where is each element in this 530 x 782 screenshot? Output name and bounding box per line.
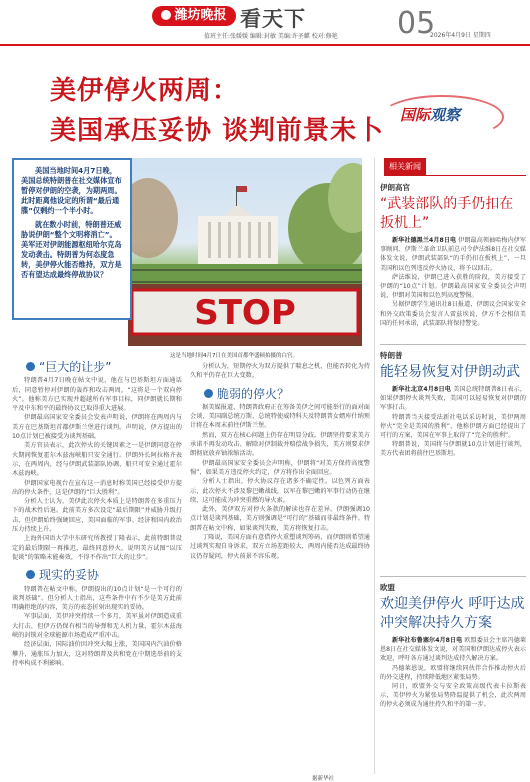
related-headline: 能轻易恢复对伊朗动武 xyxy=(380,364,520,380)
related-item xyxy=(380,182,526,328)
paragraph: 据美媒报道，特朗普政府正在筹备美伊之间可能举行的面对面会谈，美国副总统万斯、总统特使威特科夫及特朗普女婿库什纳预计将在本周末前往伊斯兰堡。 xyxy=(190,403,370,430)
related-kicker: 伊朗高官 xyxy=(380,183,410,192)
white-house-photo xyxy=(128,158,362,346)
paragraph: 分析人士认为，美伊此次停火本质上是特朗普在多重压力下的战术性后退。此前美方多次设定“最后期限”并威胁升级打击，但伊朗始终强硬回应，美国面临的军事、经济和国内政治压力持续上升。 xyxy=(12,498,182,534)
related-divider xyxy=(380,344,526,345)
paragraph: 军事层面，美伊冲突持续一个多月，美军虽对伊朗造成重大打击，但伊方仍保有相当的导弹和无人机力量，霍尔木兹海峡的封锁对全球能源市场造成严重冲击。 xyxy=(12,613,182,640)
section-title: 看天下 xyxy=(240,7,306,31)
paragraph: 分析认为，短期停火为双方提供了喘息之机，但能否转化为持久和平仍存在巨大变数。 xyxy=(190,363,370,380)
paragraph: 丁隆说，美国方面有意借停火重塑谈判筹码，而伊朗则希望通过谈判实现自身诉求，双方立场差距较大，两周内能否达成最终协议仍存疑问，停火前景不容乐观。 xyxy=(190,534,370,560)
headline-line-1: 美伊停火两周： xyxy=(50,76,240,106)
related-kicker: 特朗普 xyxy=(380,351,403,360)
photo-scene xyxy=(128,158,362,346)
news-source: 据新华社 xyxy=(312,776,335,782)
related-headline: 欢迎美伊停火 呼吁达成冲突解决持久方案 xyxy=(380,596,525,631)
lead-summary-box xyxy=(12,158,132,320)
section-heading: 现实的妥协 xyxy=(26,570,182,580)
related-divider xyxy=(380,576,526,577)
paragraph: 特朗普4月7日晚在帖文中说，他在与巴基斯坦方面通话后，同意暂停对伊朗的轰炸和攻击两周，“这将是一个双向停火”。他称美方已实现并超越所有军事目标，同伊朗就长期和平及中东和平的最终协议已取得重大进展。 xyxy=(12,377,182,413)
section-heading: 脆弱的停火？ xyxy=(204,389,370,399)
article-column-middle xyxy=(190,362,370,561)
column-brand: 国际观察 xyxy=(400,106,461,124)
paragraph: 分析人士指出，停火协议存在诸多不确定性。以色列方面表示，此次停火不涉及黎巴嫩战线，以军在黎巴嫩的军事行动仍在继续，这可能成为冲突重燃的导火索。 xyxy=(190,478,370,504)
related-item xyxy=(380,350,526,459)
related-kicker: 欧盟 xyxy=(380,583,395,592)
lead-paragraph: 美国当地时间4月7日晚，美国总统特朗普在社交媒体宣布暂停对伊朗的空袭，为期两周。此时距离他设定的所谓“最后通牒”仅剩约一个半小时。 xyxy=(21,166,122,215)
related-news-rule xyxy=(426,175,526,176)
paragraph: 此外，美伊双方对停火条款的解读也存在差异。伊朗强调10点计划是谈判基础，美方则强调是“可行的”基础而非最终条件。特朗普在帖文中称，如果谈判失败，美方将恢复打击。 xyxy=(190,506,370,532)
section-heading: “巨大的让步” xyxy=(26,362,182,372)
paragraph: 美方官员表示，此次停火的关键因素之一是伊朗同意在停火期间恢复霍尔木兹海峡船只安全通行。伊朗外长阿拉格齐表示，在两周内，经与伊朗武装部队协调，船只可安全通过霍尔木兹海峡。 xyxy=(12,442,182,478)
related-body: 新华社德黑兰4月8日电 伊朗最高领袖哈梅内伊军事顾问、伊斯兰革命卫队前总司令萨法维8日在社交媒体发文说，伊朗武装部队“的手仍扣在扳机上”，一旦美国和以色列违反停火协议，将予以回击。 萨法维说，伊朗已进入获胜的阶段，美方接受了伊朗的“10点”计划。伊朗最高国家安全委员会声明说，伊朗对美国和以色列高度警惕。 另据伊朗学生通讯社8日报道，伊朗议会国家安全和外交政策委员会发言人雷兹埃说，伊方不会相信美国的任何承诺，武装部队将保持警觉。 xyxy=(380,237,527,327)
masthead-rule xyxy=(0,44,530,46)
column-separator xyxy=(374,158,375,774)
related-body: 新华社布鲁塞尔4月8日电 欧盟委员会主席冯德莱恩8日在社交媒体发文说，对美国和伊朗达成停火表示欢迎，呼吁各方通过谈判达成持久解决方案。 冯德莱恩说，欧盟将继续同伙伴合作推动停火后的外交进程，持续降低地区紧张局势。 同日，欧盟外交与安全政策高级代表卡拉斯表示，美伊停火为紧张局势降温提供了机会，此次两周的停火必须成为通往持久和平的第一步。 xyxy=(380,637,527,709)
headline-line-2: 美国承压妥协 谈判前景未卜 xyxy=(50,116,385,146)
paragraph: 伊朗国家电视台在宣布这一消息时称美国已经接受伊方提出的停火条件，这是伊朗的“巨大胜利”。 xyxy=(12,479,182,496)
credits-line: 值班主任:张媛媛 编辑:封敏 美编:许圣麒 校对:修艳 xyxy=(204,33,338,40)
newspaper-logo: 潍坊晚报 xyxy=(152,6,236,26)
logo-icon xyxy=(161,10,171,20)
bullet-icon xyxy=(26,362,35,371)
photo-caption: 这是当地时间4月7日在美国首都华盛顿拍摄的白宫。 xyxy=(170,353,299,359)
paragraph: 然而，双方在核心问题上仍存在明显分歧。伊朗坚持要求美方承诺不再发动攻击、解除对伊制裁并赔偿战争损失，美方则要求伊朗彻底放弃铀浓缩活动。 xyxy=(190,431,370,458)
related-headline: “武装部队的手仍扣在扳机上” xyxy=(380,196,514,231)
bullet-icon xyxy=(26,570,35,579)
lead-paragraph: 就在数小时前，特朗普还威胁说伊朗“整个文明将消亡”。美军还对伊朗能源枢纽哈尔克岛发动袭击。特朗普为何态度急转，美伊停火能否维持，双方是否有望达成最终停战协议？ xyxy=(21,220,122,279)
paragraph: 伊朗最高国家安全委员会发表声明说，伊朗将在两周内与美方在巴基斯坦首都伊斯兰堡进行谈判。声明说，伊方提出的10点计划已被接受为谈判基础。 xyxy=(12,414,182,441)
stop-sign-text: STOP xyxy=(194,293,296,333)
paragraph: 伊朗最高国家安全委员会声明称，伊朗将“对美方保持高度警惕”，如果美方违反停火约定，伊方将作出全面回应。 xyxy=(190,459,370,476)
related-item xyxy=(380,582,526,710)
paragraph: 经济层面，国际油价因冲突大幅上涨，美国国内汽油价格攀升，通胀压力加大，这对特朗普及共和党在中期选举前的支持率构成不利影响。 xyxy=(12,641,182,667)
date-line: 2026年4月9日 星期四 xyxy=(430,32,491,39)
article-column-left xyxy=(12,362,182,668)
page-number: 05 xyxy=(397,6,436,41)
paragraph: 特朗普在帖文中称，伊朗提出的10点计划“是一个可行的谈判基础”。但分析人士指出，这些条件中有不少是美方此前明确拒绝的内容，美方的表态折射出现实的妥协。 xyxy=(12,585,182,612)
paragraph: 上海外国语大学中东研究所教授丁隆表示，此前特朗普设定的最后期限一再推迟，最终同意停火，说明美方试图“以压促谈”的策略未能奏效，不得不作出“巨大的让步”。 xyxy=(12,535,182,561)
related-body: 新华社北京4月8日电 美国总统特朗普8日表示，如果伊朗停火谈判失败，美国可以轻易恢复对伊朗的军事打击。 特朗普当天接受法新社电话采访时说，美伊两周停火“完全是美国的胜利”，他称伊朗方面已经提出了可行的方案，美国在军事上取得了“完全的胜利”。 特朗普说，美国将与伊朗就10点计划进行谈判，美方代表团将前往巴基斯坦。 xyxy=(380,386,527,458)
related-news-tab: 相关新闻 xyxy=(384,158,426,176)
bullet-icon xyxy=(204,389,213,398)
